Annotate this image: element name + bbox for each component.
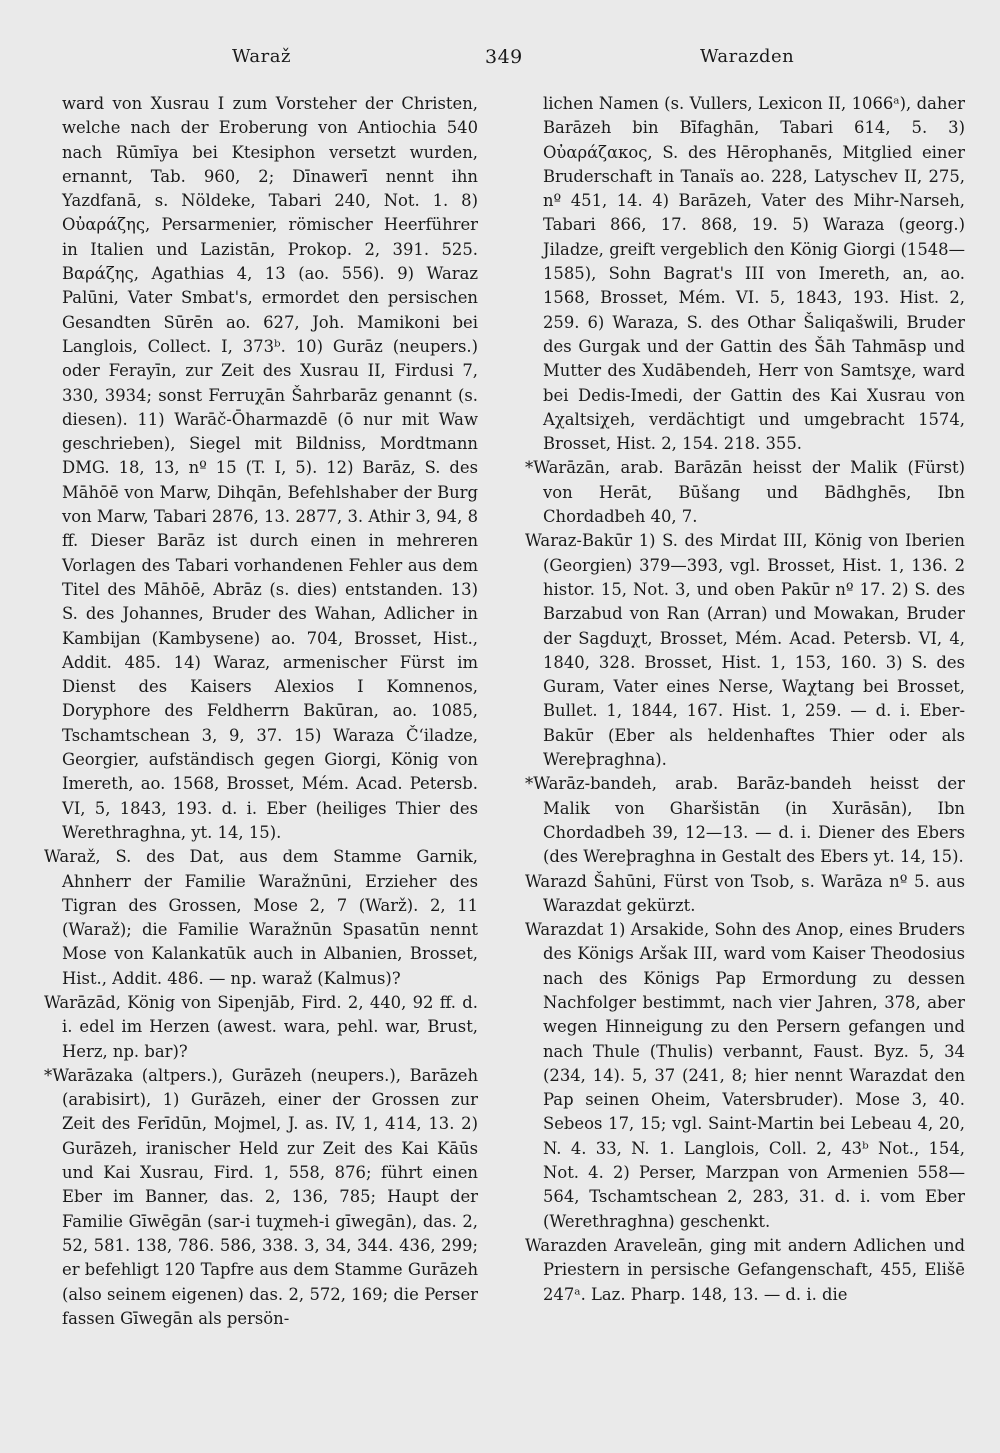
entry-warazden: Warazden Araveleān, ging mit andern Adlichen und Priestern in persische Gefangenschaft, 455, Elišē 247ᵃ. Laz. Pharp. 148, 13. — d. i. die (525, 1235, 965, 1304)
entry-warazdat: Warazdat 1) Arsakide, Sohn des Anop, eines Bruders des Königs Aršak III, ward vom Kaiser Theodosius nach des Königs Pap Ermordung zu dessen Nachfolger bestimmt, nach vier Jahren, 378, aber wegen Hinneigung zu den Persern gefangen und nach Thule (Thulis) verbannt, Faust. Byz. 5, 34 (234, 14). 5, 37 (241, 8; hier nennt Warazdat den Pap seinen Oheim, Vatersbruder). Mose 3, 40. Sebeos 17, 15; vgl. Saint-Martin bei Lebeau 4, 20, N. 4. 33, N. 1. Langlois, Coll. 2, 43ᵇ Not., 154, Not. 4. 2) Perser, Marzpan von Armenien 558—564, Tschamtschean 2, 283, 31. d. i. vom Eber (Werethraghna) geschenkt. (525, 920, 965, 1231)
left-column (44, 92, 478, 1331)
entry-continuation: ward von Xusrau I zum Vorsteher der Christen, welche nach der Eroberung von Antiochia 540 nach Rūmīya bei Ktesiphon versetzt wurden, ernannt, Tab. 960, 2; Dīnawerī nennt ihn Yazdfanā, s. Nöldeke, Tabari 240, Not. 1. 8) Οὐαράζης, Persarmenier, römischer Heerführer in Italien und Lazistān, Prokop. 2, 391. 525. Βαράζης, Agathias 4, 13 (ao. 556). 9) Waraz Palūni, Vater Smbat's, ermordet den persischen Gesandten Sūrēn ao. 627, Joh. Mamikoni bei Langlois, Collect. I, 373ᵇ. 10) Gurāz (neupers.) oder Ferayīn, zur Zeit des Xusrau II, Firdusi 7, 330, 3934; sonst Ferruχān Šahrbarāz genannt (s. diesen). 11) Warāč-Ōharmazdē (ō nur mit Waw geschrieben), Siegel mit Bildniss, Mordtmann DMG. 18, 13, nº 15 (T. I, 5). 12) Barāz, S. des Māhōē von Marw, Dihqān, Befehlshaber der Burg von Marw, Tabari 2876, 13. 2877, 3. Athir 3, 94, 8 ff. Dieser Barāz ist durch einen in mehreren Vorlagen des Tabari vorhandenen Fehler aus dem Titel des Māhōē, Abrāz (s. dies) entstanden. 13) S. des Johannes, Bruder des Wahan, Adlicher in Kambijan (Kambysene) ao. 704, Brosset, Hist., Addit. 485. 14) Waraz, armenischer Fürst im Dienst des Kaisers Alexios I Komnenos, Doryphore des Feldherrn Bakūran, ao. 1085, Tschamtschean 3, 9, 37. 15) Waraza Č‘iladze, Georgier, aufständisch gegen Giorgi, König von Imereth, ao. 1568, Brosset, Mém. Acad. Petersb. VI, 5, 1843, 193. d. i. Eber (heiliges Thier des Werethraghna, yt. 14, 15). (62, 94, 478, 842)
running-header (60, 46, 960, 74)
entry-warazad: Warāzād, König von Sipenjāb, Fird. 2, 440, 92 ff. d. i. edel im Herzen (awest. wara, pehl. war, Brust, Herz, np. bar)? (44, 992, 478, 1061)
entry-waraz: Waraž, S. des Dat, aus dem Stamme Garnik, Ahnherr der Familie Waražnūni, Erzieher des Tigran des Grossen, Mose 2, 7 (Warž). 2, 11 (Waraž); die Familie Waražnūn Spasatūn nennt Mose von Kalankatūk auch in Albanien, Brosset, Hist., Addit. 486. — np. waraž (Kalmus)? (44, 847, 478, 988)
page-number: 349 (485, 46, 523, 68)
entry-warazan: *Warāzān, arab. Barāzān heisst der Malik (Fürst) von Herāt, Būšang und Bādhghēs, Ibn Chordadbeh 40, 7. (525, 458, 965, 527)
entry-waraz-bandeh: *Warāz-bandeh, arab. Barāz-bandeh heisst der Malik von Gharšistān (in Xurāsān), Ibn Chordadbeh 39, 12—13. — d. i. Diener des Ebers (des Wereþraghna in Gestalt des Ebers yt. 14, 15). (525, 774, 965, 867)
header-right-keyword: Warazden (700, 46, 795, 67)
entry-warazaka: *Warāzaka (altpers.), Gurāzeh (neupers.), Barāzeh (arabisirt), 1) Gurāzeh, einer der Grossen zur Zeit des Ferīdūn, Mojmel, J. as. IV, 1, 414, 13. 2) Gurāzeh, iranischer Held zur Zeit des Kai Kāūs und Kai Xusrau, Fird. 1, 558, 876; führt einen Eber im Banner, das. 2, 136, 785; Haupt der Familie Gīwēgān (sar-i tuχmeh-i gīwegān), das. 2, 52, 581. 138, 786. 586, 338. 3, 34, 344. 436, 299; er befehligt 120 Tapfre aus dem Stamme Gurāzeh (also seinem eigenen) das. 2, 572, 169; die Perser fassen Gīwegān als persön- (44, 1065, 478, 1328)
header-left-keyword: Waraž (232, 46, 291, 67)
entry-continuation: lichen Namen (s. Vullers, Lexicon II, 1066ᵃ), daher Barāzeh bin Bīfaghān, Tabari 614, 5. 3) Οὐαράζακος, S. des Hērophanēs, Mitglied einer Bruderschaft in Tanaïs ao. 228, Latyschev II, 275, nº 451, 14. 4) Barāzeh, Vater des Mihr-Narseh, Tabari 866, 17. 868, 19. 5) Waraza (georg.) Jiladze, greift vergeblich den König Giorgi (1548—1585), Sohn Bagrat's III von Imereth, an, ao. 1568, Brosset, Mém. VI. 5, 1843, 193. Hist. 2, 259. 6) Waraza, S. des Othar Šaliqašwili, Bruder des Gurgak und der Gattin des Šāh Tahmāsp und Mutter des Xudābendeh, Herr von Samtsχe, ward bei Dedis-Imedi, der Gattin des Kai Xusrau von Aχaltsiχeh, verdächtigt und umgebracht 1574, Brosset, Hist. 2, 154. 218. 355. (543, 94, 965, 454)
right-column (525, 92, 965, 1307)
entry-waraz-bakur: Waraz-Bakūr 1) S. des Mirdat III, König von Iberien (Georgien) 379—393, vgl. Brosset, Hist. 1, 136. 2 histor. 15, Not. 3, und oben Pakūr nº 17. 2) S. des Barzabud von Ran (Arran) und Mowakan, Bruder der Sagduχt, Brosset, Mém. Acad. Petersb. VI, 4, 1840, 328. Brosset, Hist. 1, 153, 160. 3) S. des Guram, Vater eines Nerse, Waχtang bei Brosset, Bullet. 1, 1844, 167. Hist. 1, 259. — d. i. Eber-Bakūr (Eber als heldenhaftes Thier oder als Wereþraghna). (525, 531, 965, 770)
entry-warazd-sahuni: Warazd Šahūni, Fürst von Tsob, s. Warāza nº 5. aus Warazdat gekürzt. (525, 871, 965, 915)
